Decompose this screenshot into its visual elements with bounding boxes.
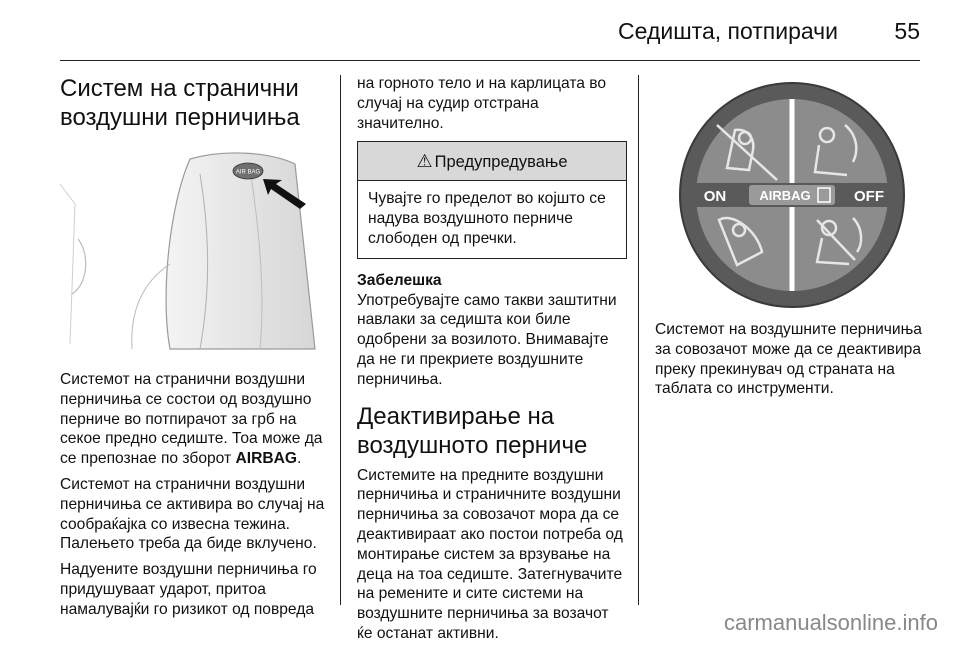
column-divider-1 [340,75,341,605]
section-heading-deactivation: Деактивирање на воздушното перниче [357,402,588,459]
airbag-badge-text: AIR BAG [235,169,261,176]
paragraph-continuation: на горното тело и на карлицата во случај на судир отстрана значително. [357,75,607,132]
diagram-on-label: ON [703,188,727,205]
paragraph-side-airbag-effect: Надуените воздушни перничиња го придушуваат ударот, притоа намалуваjќи го ризикот од повреда [60,561,317,618]
paragraph-side-airbag-activation: Системот на странични воздушни перничиња се активира во случај на сообраќајка со извесна тежина. Палењето треба да биде вклучено. [60,475,325,553]
header-divider [60,60,920,61]
page-header-title: Седишта, потпирачи [618,18,838,44]
airbag-term: AIRBAG [235,450,298,468]
paragraph-deactivation: Системите на предните воздушни перничиња и страничните воздушни перничиња за совозачот мора да се деактивираат ако постои потреба од монтирање систем за врзување на деца на тоа седиште. Затегнувачите на ремените и сите системи на воздушните перничиња за возачот ќе останат активни. [357,466,623,642]
warning-header: ⚠ Предупредување [358,142,626,181]
warning-text: Чувајте го пределот во којшто се надува воздушното перниче слободен од пречки. [368,190,606,247]
column-3 [655,74,925,405]
note-text: Употребувајте само такви заштитни навлаки за седишта кои биле одобрени за возилото. Внимавајте да не ги прекриете воздушните перничиња. [357,291,617,388]
column-divider-2 [638,75,639,605]
column-2 [357,74,627,650]
warning-triangle-icon: ⚠ [416,151,433,172]
page-number: 55 [894,18,920,44]
section-heading-side-airbags: Систем на странични воздушни перничиња [60,75,300,131]
column-1 [60,74,325,626]
paragraph-side-airbag-intro: Системот на странични воздушни перничиња се состои од воздушно перниче во потпирачот за грб на секое предно седиште. Тоа може да се препознае по зборот AIRBAG. [60,371,323,468]
note-label: Забелешка [357,271,442,289]
diagram-caption: Системот на воздушните перничиња за совозачот може да се деактивира преку прекинувач од страната на таблата со инструменти. [655,321,922,398]
diagram-airbag-label: AIRBAG [759,188,811,203]
warning-box [357,141,627,258]
diagram-off-label: OFF [854,188,884,205]
seat-airbag-illustration [60,144,325,354]
watermark: carmanualsonline.info [723,610,938,635]
airbag-on-off-label-diagram [677,80,907,310]
